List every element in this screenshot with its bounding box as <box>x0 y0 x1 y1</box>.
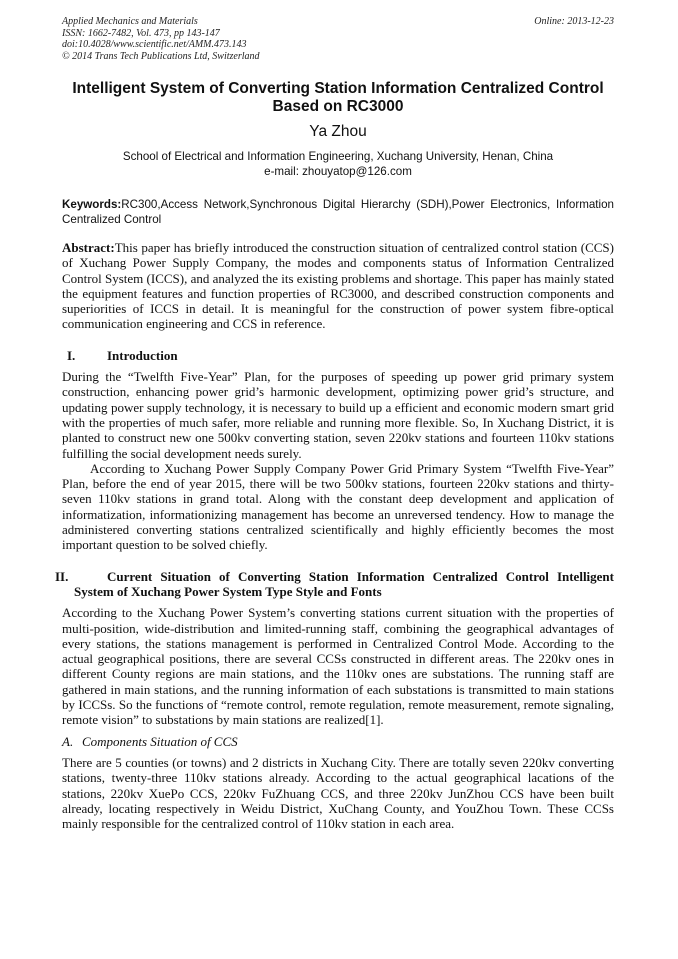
subsection-title: Components Situation of CCS <box>82 733 238 749</box>
email: e-mail: zhouyatop@126.com <box>264 164 412 178</box>
paper-body <box>55 240 614 832</box>
publication-header <box>62 16 614 62</box>
keywords <box>62 198 614 227</box>
subsection-heading-components <box>62 734 614 749</box>
issn-line: ISSN: 1662-7482, Vol. 473, pp 143-147 <box>62 27 220 39</box>
abstract-label: Abstract: <box>62 240 115 255</box>
subsection-number: A. <box>62 733 74 749</box>
section-number: II. <box>55 568 69 584</box>
keywords-text: RC300,Access Network,Synchronous Digital Hierarchy (SDH),Power Electronics, Information Centralized Control <box>62 198 614 226</box>
title-line-2: Based on RC3000 <box>272 98 404 115</box>
affiliation-block <box>62 150 614 179</box>
paper-title <box>62 80 614 116</box>
copyright-line: © 2014 Trans Tech Publications Ltd, Switzerland <box>62 50 260 62</box>
section-heading-current-situation <box>55 568 614 600</box>
paragraph: There are 5 counties (or towns) and 2 districts in Xuchang City. There are totally seven 220kv converting stations, twenty-three 110kv stations already. According to the actual geographical lacations of the stations, 220kv XuePo CCS, 220kv FuZhuang CCS, and three 220kv JunZhou CCS have been built already, locating respectively in Weidu District, XuChang County, and YouZhou Town. These CCSs mainly responsible for the centralized control of 110kv station in each area. <box>62 754 614 832</box>
online-date: Online: 2013-12-23 <box>534 16 614 27</box>
author-name: Ya Zhou <box>309 123 367 140</box>
abstract-text: This paper has briefly introduced the construction situation of centralized control station (CCS) of Xuchang Power Supply Company, the modes and components status of Information Centralized Control System (ICCS), and analyzed the its existing problems and shortage. This paper has mainly stated the equipment features and function properties of RC3000, and described construction components and superiorities of ICCS in detail. It is meaningful for the construction of power system fibre-optical communication engineering and CCS in reference. <box>62 240 614 332</box>
title-line-1: Intelligent System of Converting Station Information Centralized Control <box>72 80 604 97</box>
section-number: I. <box>67 347 76 363</box>
paragraph: During the “Twelfth Five-Year” Plan, for the purposes of speeding up power grid primary system construction, enhancing power grid’s harmonic development, optimizing power grid’s structure, and updating power supply technology, it is necessary to build up a efficient and economic modern smart grid with the properties of much safer, more reliable and running more flexible. So, In Xuchang District, it is planted to construct new one 500kv converting station, seven 220kv stations and fourteen 110kv stations fulfilling the social development needs surely. <box>62 369 614 461</box>
keywords-label: Keywords: <box>62 198 122 211</box>
section-title: Introduction <box>107 347 178 363</box>
section-heading-introduction <box>62 348 614 363</box>
abstract <box>62 240 614 332</box>
affiliation: School of Electrical and Information Engineering, Xuchang University, Henan, China <box>122 150 554 163</box>
section-title: Current Situation of Converting Station Information Centralized Control Intelligent System of Xuchang Power System Type Style and Fonts <box>74 568 614 599</box>
paragraph: According to the Xuchang Power System’s converting stations current situation with the properties of multi-position, wide-distribution and limited-running staff, combining the geographical advantages of every stations, the stations management is performed in Centralized Control Mode. According to the actual geographical positions, there are several CCSs constructed in different areas. The 220kv ones in different County regions are main stations, and the 110kv ones are substations. The running staff are gathered in main stations, and the running information of each substations is transmitted to main stations by ICCSs. So the functions of “remote control, remote regulation, remote measurement, remote signaling, remote vision” to substations by main stations are realized[1]. <box>62 605 614 728</box>
journal-name: Applied Mechanics and Materials <box>62 16 198 27</box>
doi-line: doi:10.4028/www.scientific.net/AMM.473.143 <box>62 39 247 51</box>
paragraph: According to Xuchang Power Supply Company Power Grid Primary System “Twelfth Five-Year” Plan, before the end of year 2015, there will be two 500kv stations, fourteen 220kv stations and thirty-seven 110kv stations in grand total. Along with the constant deep development and application of informatization, informationizing management has become an unreversed tendency. How to manage the administered converting stations centralized scientifically and highly efficiently becomes the most important question to be solved chiefly. <box>62 460 614 553</box>
